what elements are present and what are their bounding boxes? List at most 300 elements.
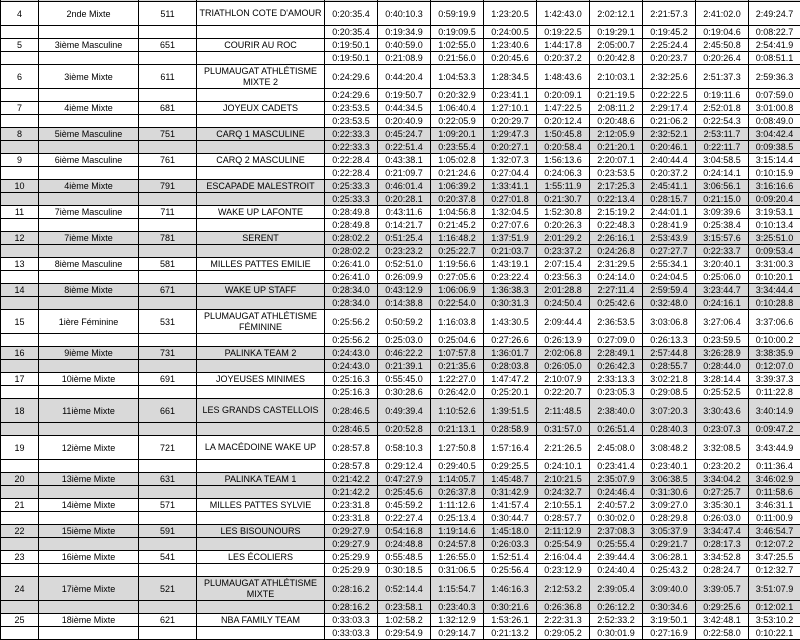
time-cell: 1:02:55.0: [431, 39, 484, 52]
team-result-row: [1, 373, 800, 386]
time-cell: 0:28:16.2: [325, 577, 378, 601]
time-cell: 0:31:57.0: [537, 423, 590, 436]
time-cell: 3:37:06.6: [749, 310, 800, 334]
category-cell: [39, 219, 139, 232]
time-cell: 0:28:57.7: [537, 512, 590, 525]
split-time-row: [1, 245, 800, 258]
time-cell: 2:05:00.7: [590, 39, 643, 52]
team-result-row: [1, 577, 800, 601]
time-cell: 0:23:53.5: [590, 167, 643, 180]
bib-cell: [139, 360, 197, 373]
rank-cell: 22: [1, 525, 39, 538]
category-cell: [39, 245, 139, 258]
category-cell: [39, 386, 139, 399]
team-name-cell: [197, 334, 325, 347]
time-cell: 0:27:25.7: [696, 486, 749, 499]
time-cell: 0:11:36.4: [749, 460, 800, 473]
time-cell: 1:04:56.8: [431, 206, 484, 219]
team-result-row: [1, 310, 800, 334]
rank-cell: 5: [1, 39, 39, 52]
rank-cell: 6: [1, 65, 39, 89]
time-cell: 0:29:27.9: [325, 538, 378, 551]
time-cell: 3:19:53.1: [749, 206, 800, 219]
rank-cell: 21: [1, 499, 39, 512]
time-cell: 0:10:20.1: [749, 271, 800, 284]
team-result-row: [1, 614, 800, 627]
time-cell: 2:01:28.8: [537, 284, 590, 297]
time-cell: 2:39:44.4: [590, 551, 643, 564]
time-cell: 0:11:00.9: [749, 512, 800, 525]
time-cell: 0:20:28.1: [378, 193, 431, 206]
time-cell: 3:19:50.1: [643, 614, 696, 627]
time-cell: 2:32:52.1: [643, 128, 696, 141]
time-cell: 0:23:12.9: [537, 564, 590, 577]
time-cell: 3:02:21.8: [643, 373, 696, 386]
rank-cell: [1, 219, 39, 232]
team-name-cell: CARQ 2 MASCULINE: [197, 154, 325, 167]
time-cell: 3:46:54.7: [749, 525, 800, 538]
split-time-row: [1, 360, 800, 373]
rank-cell: 19: [1, 436, 39, 460]
time-cell: 2:38:40.0: [590, 399, 643, 423]
time-cell: 3:09:27.0: [643, 499, 696, 512]
team-result-row: [1, 436, 800, 460]
bib-cell: [139, 115, 197, 128]
time-cell: 0:10:15.9: [749, 167, 800, 180]
team-name-cell: LA MACÉDOINE WAKE UP: [197, 436, 325, 460]
split-time-row: [1, 486, 800, 499]
time-cell: 0:28:49.8: [325, 206, 378, 219]
time-cell: 0:19:50.1: [325, 39, 378, 52]
time-cell: 1:26:55.0: [431, 551, 484, 564]
team-name-cell: [197, 271, 325, 284]
time-cell: 0:07:59.0: [749, 89, 800, 102]
split-time-row: [1, 193, 800, 206]
team-name-cell: [197, 167, 325, 180]
time-cell: 0:20:26.3: [537, 219, 590, 232]
time-cell: 0:27:16.9: [643, 627, 696, 640]
time-cell: 0:29:08.5: [643, 386, 696, 399]
time-cell: 0:33:03.3: [325, 614, 378, 627]
time-cell: 0:20:35.4: [325, 26, 378, 39]
team-result-row: [1, 525, 800, 538]
category-cell: 2nde Mixte: [39, 2, 139, 26]
time-cell: 0:26:12.2: [590, 601, 643, 614]
rank-cell: [1, 423, 39, 436]
time-cell: 2:37:08.3: [590, 525, 643, 538]
team-name-cell: [197, 386, 325, 399]
bib-cell: 511: [139, 2, 197, 26]
time-cell: 0:20:37.2: [643, 167, 696, 180]
category-cell: 17ième Mixte: [39, 577, 139, 601]
rank-cell: [1, 89, 39, 102]
time-cell: 0:29:14.7: [431, 627, 484, 640]
time-cell: 0:24:48.8: [378, 538, 431, 551]
time-cell: 0:21:35.6: [431, 360, 484, 373]
split-time-row: [1, 89, 800, 102]
team-name-cell: [197, 193, 325, 206]
time-cell: 0:29:25.6: [696, 601, 749, 614]
bib-cell: [139, 386, 197, 399]
time-cell: 0:25:29.9: [325, 551, 378, 564]
time-cell: 0:29:40.5: [431, 460, 484, 473]
bib-cell: 591: [139, 525, 197, 538]
time-cell: 0:20:26.4: [696, 52, 749, 65]
rank-cell: 4: [1, 2, 39, 26]
time-cell: 3:35:30.1: [696, 499, 749, 512]
time-cell: 3:15:14.4: [749, 154, 800, 167]
time-cell: 2:17:25.3: [590, 180, 643, 193]
time-cell: 1:41:57.4: [484, 499, 537, 512]
time-cell: 0:25:43.2: [643, 564, 696, 577]
time-cell: 0:28:49.8: [325, 219, 378, 232]
time-cell: 0:24:04.5: [643, 271, 696, 284]
team-name-cell: [197, 601, 325, 614]
time-cell: 0:24:29.6: [325, 89, 378, 102]
time-cell: 0:19:50.7: [378, 89, 431, 102]
time-cell: 2:33:13.3: [590, 373, 643, 386]
bib-cell: [139, 52, 197, 65]
time-cell: 1:27:50.8: [431, 436, 484, 460]
time-cell: 0:52:51.0: [378, 258, 431, 271]
time-cell: 0:28:29.8: [643, 512, 696, 525]
time-cell: 2:49:24.7: [749, 2, 800, 26]
category-cell: [39, 26, 139, 39]
category-cell: 8ième Mixte: [39, 284, 139, 297]
time-cell: 0:20:37.8: [431, 193, 484, 206]
time-cell: 0:21:56.0: [431, 52, 484, 65]
time-cell: 0:20:23.7: [643, 52, 696, 65]
bib-cell: [139, 193, 197, 206]
rank-cell: 12: [1, 232, 39, 245]
time-cell: 0:19:29.1: [590, 26, 643, 39]
time-cell: 0:27:27.7: [643, 245, 696, 258]
time-cell: 1:06:06.9: [431, 284, 484, 297]
category-cell: 18ième Mixte: [39, 614, 139, 627]
time-cell: 0:23:40.3: [431, 601, 484, 614]
time-cell: 0:25:38.4: [696, 219, 749, 232]
time-cell: 0:12:32.7: [749, 564, 800, 577]
bib-cell: 691: [139, 373, 197, 386]
time-cell: 0:24:26.8: [590, 245, 643, 258]
time-cell: 0:21:06.2: [643, 115, 696, 128]
team-result-row: [1, 499, 800, 512]
time-cell: 0:11:58.6: [749, 486, 800, 499]
time-cell: 0:31:06.5: [431, 564, 484, 577]
team-name-cell: [197, 219, 325, 232]
time-cell: 0:55:48.5: [378, 551, 431, 564]
time-cell: 3:39:05.7: [696, 577, 749, 601]
time-cell: 0:27:04.4: [484, 167, 537, 180]
time-cell: 0:21:19.5: [590, 89, 643, 102]
bib-cell: 531: [139, 310, 197, 334]
rank-cell: [1, 297, 39, 310]
time-cell: 3:06:28.1: [643, 551, 696, 564]
time-cell: 3:04:42.4: [749, 128, 800, 141]
bib-cell: [139, 538, 197, 551]
split-time-row: [1, 564, 800, 577]
bib-cell: [139, 245, 197, 258]
time-cell: 0:51:25.4: [378, 232, 431, 245]
rank-cell: 10: [1, 180, 39, 193]
rank-cell: 25: [1, 614, 39, 627]
team-name-cell: WAKE UP STAFF: [197, 284, 325, 297]
time-cell: 0:45:59.2: [378, 499, 431, 512]
time-cell: 0:23:41.1: [484, 89, 537, 102]
time-cell: 0:30:21.6: [484, 601, 537, 614]
team-name-cell: SERENT: [197, 232, 325, 245]
time-cell: 0:44:34.5: [378, 102, 431, 115]
time-cell: 0:12:07.0: [749, 360, 800, 373]
time-cell: 0:43:12.9: [378, 284, 431, 297]
team-name-cell: NBA FAMILY TEAM: [197, 614, 325, 627]
time-cell: 2:28:49.1: [590, 347, 643, 360]
time-cell: 0:08:51.1: [749, 52, 800, 65]
time-cell: 2:45:50.8: [696, 39, 749, 52]
rank-cell: [1, 141, 39, 154]
bib-cell: [139, 297, 197, 310]
time-cell: 3:06:38.5: [643, 473, 696, 486]
rank-cell: [1, 601, 39, 614]
time-cell: 1:50:45.8: [537, 128, 590, 141]
team-name-cell: [197, 564, 325, 577]
time-cell: 0:23:23.2: [378, 245, 431, 258]
time-cell: 2:41:02.0: [696, 2, 749, 26]
team-name-cell: TRIATHLON COTE D'AMOUR: [197, 2, 325, 26]
time-cell: 0:46:01.4: [378, 180, 431, 193]
time-cell: 0:46:22.2: [378, 347, 431, 360]
time-cell: 1:36:38.3: [484, 284, 537, 297]
time-cell: 0:22:28.4: [325, 154, 378, 167]
rank-cell: 7: [1, 102, 39, 115]
rank-cell: 18: [1, 399, 39, 423]
time-cell: 0:25:45.6: [378, 486, 431, 499]
time-cell: 3:47:25.5: [749, 551, 800, 564]
time-cell: 0:26:13.9: [537, 334, 590, 347]
time-cell: 2:01:29.2: [537, 232, 590, 245]
rank-cell: [1, 26, 39, 39]
time-cell: 0:32:48.0: [643, 297, 696, 310]
time-cell: 2:35:07.9: [590, 473, 643, 486]
time-cell: 0:25:52.5: [696, 386, 749, 399]
category-cell: 3ième Masculine: [39, 39, 139, 52]
bib-cell: [139, 271, 197, 284]
time-cell: 0:27:09.0: [590, 334, 643, 347]
time-cell: 0:22:54.0: [431, 297, 484, 310]
split-time-row: [1, 512, 800, 525]
time-cell: 1:47:22.5: [537, 102, 590, 115]
category-cell: 15ième Mixte: [39, 525, 139, 538]
time-cell: 0:26:41.0: [325, 271, 378, 284]
team-name-cell: [197, 89, 325, 102]
time-cell: 0:24:46.4: [590, 486, 643, 499]
time-cell: 0:28:40.3: [643, 423, 696, 436]
time-cell: 2:09:44.4: [537, 310, 590, 334]
time-cell: 1:11:12.6: [431, 499, 484, 512]
time-cell: 0:19:50.1: [325, 52, 378, 65]
time-cell: 1:52:51.4: [484, 551, 537, 564]
time-cell: 0:22:33.3: [325, 128, 378, 141]
time-cell: 0:20:48.6: [590, 115, 643, 128]
time-cell: 0:26:03.3: [484, 538, 537, 551]
team-name-cell: PALINKA TEAM 1: [197, 473, 325, 486]
time-cell: 2:16:04.4: [537, 551, 590, 564]
time-cell: 3:34:52.8: [696, 551, 749, 564]
time-cell: 0:43:11.6: [378, 206, 431, 219]
split-time-row: [1, 601, 800, 614]
time-cell: 0:23:53.5: [325, 115, 378, 128]
time-cell: 2:57:44.8: [643, 347, 696, 360]
time-cell: 0:19:09.5: [431, 26, 484, 39]
time-cell: 2:52:33.2: [590, 614, 643, 627]
category-cell: [39, 486, 139, 499]
bib-cell: 651: [139, 39, 197, 52]
time-cell: 0:28:17.3: [696, 538, 749, 551]
split-time-row: [1, 538, 800, 551]
time-cell: 3:04:58.5: [696, 154, 749, 167]
split-time-row: [1, 423, 800, 436]
time-cell: 0:11:22.8: [749, 386, 800, 399]
time-cell: 0:22:11.7: [696, 141, 749, 154]
team-result-row: [1, 258, 800, 271]
time-cell: 0:25:03.0: [378, 334, 431, 347]
time-cell: 3:09:39.6: [696, 206, 749, 219]
time-cell: 0:28:57.8: [325, 436, 378, 460]
team-name-cell: JOYEUSES MINIMES: [197, 373, 325, 386]
time-cell: 1:43:19.1: [484, 258, 537, 271]
category-cell: [39, 360, 139, 373]
split-time-row: [1, 627, 800, 640]
team-name-cell: LES ÉCOLIERS: [197, 551, 325, 564]
time-cell: 0:22:54.3: [696, 115, 749, 128]
team-name-cell: CARQ 1 MASCULINE: [197, 128, 325, 141]
rank-cell: 16: [1, 347, 39, 360]
time-cell: 0:23:40.1: [643, 460, 696, 473]
time-cell: 0:24:32.7: [537, 486, 590, 499]
category-cell: 4ième Mixte: [39, 180, 139, 193]
team-result-row: [1, 65, 800, 89]
time-cell: 0:49:39.4: [378, 399, 431, 423]
time-cell: 0:26:42.3: [590, 360, 643, 373]
time-cell: 2:36:53.5: [590, 310, 643, 334]
time-cell: 0:21:39.1: [378, 360, 431, 373]
time-cell: 0:28:02.2: [325, 232, 378, 245]
time-cell: 2:10:03.1: [590, 65, 643, 89]
time-cell: 0:26:41.0: [325, 258, 378, 271]
team-result-row: [1, 551, 800, 564]
split-time-row: [1, 219, 800, 232]
time-cell: 3:38:35.9: [749, 347, 800, 360]
team-name-cell: MILLES PATTES SYLVIE: [197, 499, 325, 512]
time-cell: 3:40:14.9: [749, 399, 800, 423]
time-cell: 1:23:20.5: [484, 2, 537, 26]
time-cell: 0:25:33.3: [325, 193, 378, 206]
category-cell: 14ième Mixte: [39, 499, 139, 512]
time-cell: 2:08:11.2: [590, 102, 643, 115]
time-cell: 2:15:19.2: [590, 206, 643, 219]
time-cell: 0:28:57.8: [325, 460, 378, 473]
team-result-row: [1, 180, 800, 193]
bib-cell: 721: [139, 436, 197, 460]
time-cell: 2:40:44.4: [643, 154, 696, 167]
time-cell: 0:14:38.8: [378, 297, 431, 310]
time-cell: 0:23:20.2: [696, 460, 749, 473]
time-cell: 1:19:14.6: [431, 525, 484, 538]
category-cell: 7ième Masculine: [39, 206, 139, 219]
time-cell: 0:40:10.3: [378, 2, 431, 26]
category-cell: [39, 627, 139, 640]
time-cell: 1:46:16.3: [484, 577, 537, 601]
time-cell: 0:22:33.7: [696, 245, 749, 258]
time-cell: 2:45:08.0: [590, 436, 643, 460]
time-cell: 1:10:52.6: [431, 399, 484, 423]
time-cell: 0:26:36.8: [537, 601, 590, 614]
category-cell: 7ième Mixte: [39, 232, 139, 245]
time-cell: 1:22:27.0: [431, 373, 484, 386]
time-cell: 1:09:20.1: [431, 128, 484, 141]
bib-cell: [139, 486, 197, 499]
time-cell: 1:48:43.6: [537, 65, 590, 89]
team-name-cell: [197, 423, 325, 436]
time-cell: 0:22:48.3: [590, 219, 643, 232]
team-name-cell: LES GRANDS CASTELLOIS: [197, 399, 325, 423]
rank-cell: [1, 52, 39, 65]
time-cell: 0:30:44.7: [484, 512, 537, 525]
time-cell: 2:22:31.3: [537, 614, 590, 627]
rank-cell: 20: [1, 473, 39, 486]
bib-cell: [139, 167, 197, 180]
time-cell: 2:40:57.2: [590, 499, 643, 512]
time-cell: 0:24:14.1: [696, 167, 749, 180]
team-result-row: [1, 206, 800, 219]
team-result-row: [1, 128, 800, 141]
time-cell: 0:25:16.3: [325, 386, 378, 399]
time-cell: 0:25:55.4: [590, 538, 643, 551]
team-name-cell: [197, 538, 325, 551]
rank-cell: [1, 115, 39, 128]
time-cell: 0:22:27.4: [378, 512, 431, 525]
time-cell: 0:28:02.2: [325, 245, 378, 258]
time-cell: 0:29:25.5: [484, 460, 537, 473]
time-cell: 2:51:37.3: [696, 65, 749, 89]
time-cell: 0:09:53.4: [749, 245, 800, 258]
category-cell: 3ième Mixte: [39, 65, 139, 89]
time-cell: 0:28:15.7: [643, 193, 696, 206]
time-cell: 0:25:22.7: [431, 245, 484, 258]
rank-cell: 9: [1, 154, 39, 167]
rank-cell: [1, 564, 39, 577]
time-cell: 0:09:38.5: [749, 141, 800, 154]
bib-cell: 571: [139, 499, 197, 512]
time-cell: 2:10:07.9: [537, 373, 590, 386]
time-cell: 0:21:42.2: [325, 486, 378, 499]
team-name-cell: PLUMAUGAT ATHLÉTISME FÉMININE: [197, 310, 325, 334]
time-cell: 0:20:52.8: [378, 423, 431, 436]
rank-cell: 23: [1, 551, 39, 564]
bib-cell: 681: [139, 102, 197, 115]
time-cell: 3:15:57.6: [696, 232, 749, 245]
category-cell: [39, 193, 139, 206]
time-cell: 0:30:01.9: [590, 627, 643, 640]
split-time-row: [1, 271, 800, 284]
time-cell: 0:21:42.2: [325, 473, 378, 486]
split-time-row: [1, 115, 800, 128]
category-cell: [39, 538, 139, 551]
time-cell: 0:23:31.8: [325, 512, 378, 525]
rank-cell: [1, 167, 39, 180]
time-cell: 3:23:44.7: [696, 284, 749, 297]
rank-cell: [1, 245, 39, 258]
